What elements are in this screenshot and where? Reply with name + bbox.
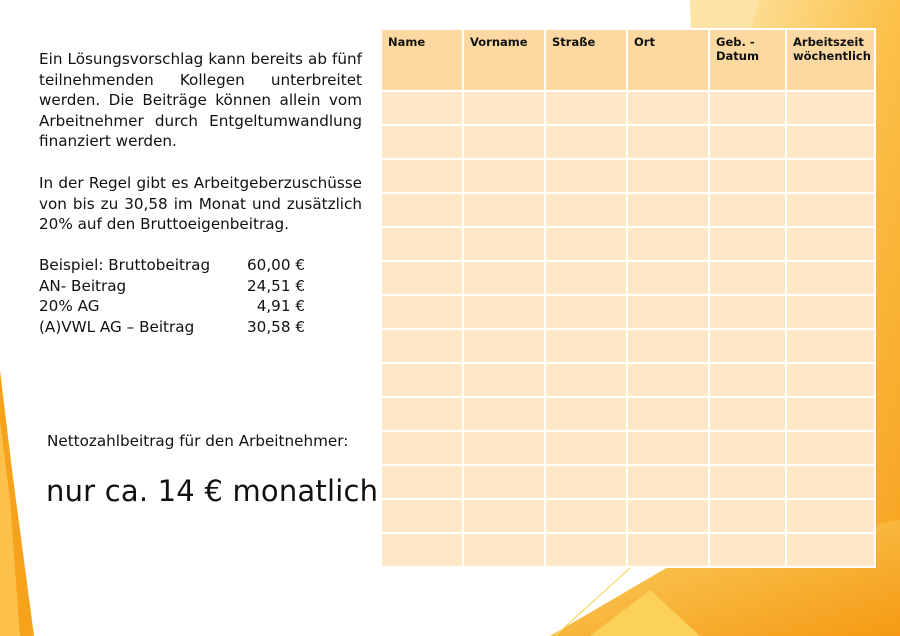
table-cell[interactable]	[786, 465, 875, 499]
table-cell[interactable]	[545, 499, 627, 533]
table-cell[interactable]	[463, 159, 545, 193]
table-cell[interactable]	[709, 533, 786, 567]
table-cell[interactable]	[627, 91, 709, 125]
table-cell[interactable]	[627, 193, 709, 227]
table-cell[interactable]	[627, 227, 709, 261]
table-row	[381, 91, 875, 125]
table-cell[interactable]	[463, 193, 545, 227]
table-row	[381, 363, 875, 397]
table-cell[interactable]	[545, 431, 627, 465]
example-label: 20% AG	[39, 297, 100, 315]
example-label: Beispiel: Bruttobeitrag	[39, 256, 211, 274]
column-header-arbeitszeit: Arbeitszeit wöchentlich	[786, 29, 875, 91]
intro-paragraph-2: In der Regel gibt es Arbeitgeberzuschüsse von bis zu 30,58 im Monat und zusätzlich 20% auf den Bruttoeigenbeitrag.	[39, 174, 362, 233]
table-cell[interactable]	[786, 227, 875, 261]
table-cell[interactable]	[381, 533, 463, 567]
table-cell[interactable]	[463, 125, 545, 159]
participant-table-wrapper	[380, 28, 874, 565]
table-cell[interactable]	[709, 193, 786, 227]
table-cell[interactable]	[786, 125, 875, 159]
column-header-name: Name	[381, 29, 463, 91]
table-cell[interactable]	[545, 329, 627, 363]
table-cell[interactable]	[381, 261, 463, 295]
table-cell[interactable]	[545, 159, 627, 193]
table-header-row	[381, 29, 875, 91]
table-cell[interactable]	[381, 499, 463, 533]
table-cell[interactable]	[381, 91, 463, 125]
table-cell[interactable]	[709, 261, 786, 295]
table-cell[interactable]	[381, 125, 463, 159]
table-cell[interactable]	[786, 363, 875, 397]
table-cell[interactable]	[627, 465, 709, 499]
table-cell[interactable]	[786, 431, 875, 465]
example-row	[39, 255, 339, 276]
table-cell[interactable]	[709, 295, 786, 329]
table-cell[interactable]	[709, 465, 786, 499]
example-value: 24,51 €	[247, 276, 305, 295]
participant-table	[380, 28, 876, 568]
table-row	[381, 193, 875, 227]
example-label: AN- Beitrag	[39, 276, 127, 295]
table-cell[interactable]	[463, 227, 545, 261]
table-cell[interactable]	[545, 91, 627, 125]
table-row	[381, 159, 875, 193]
table-cell[interactable]	[786, 295, 875, 329]
table-cell[interactable]	[545, 363, 627, 397]
table-cell[interactable]	[786, 261, 875, 295]
table-cell[interactable]	[381, 397, 463, 431]
table-cell[interactable]	[463, 329, 545, 363]
table-cell[interactable]	[627, 363, 709, 397]
example-row	[39, 296, 339, 317]
column-header-strasse: Straße	[545, 29, 627, 91]
table-cell[interactable]	[463, 431, 545, 465]
table-row	[381, 295, 875, 329]
table-row	[381, 533, 875, 567]
table-cell[interactable]	[381, 295, 463, 329]
table-cell[interactable]	[627, 533, 709, 567]
table-cell[interactable]	[545, 465, 627, 499]
table-cell[interactable]	[709, 499, 786, 533]
table-cell[interactable]	[786, 91, 875, 125]
table-cell[interactable]	[786, 499, 875, 533]
table-row	[381, 329, 875, 363]
table-cell[interactable]	[381, 227, 463, 261]
example-value: 4,91 €	[256, 297, 305, 315]
table-cell[interactable]	[709, 431, 786, 465]
example-calculation	[39, 255, 339, 337]
table-cell[interactable]	[545, 533, 627, 567]
table-cell[interactable]	[545, 397, 627, 431]
column-header-ort: Ort	[627, 29, 709, 91]
table-cell[interactable]	[463, 465, 545, 499]
table-cell[interactable]	[463, 261, 545, 295]
table-cell[interactable]	[545, 125, 627, 159]
netto-value: nur ca. 14 € monatlich	[46, 474, 379, 508]
table-cell[interactable]	[709, 91, 786, 125]
table-cell[interactable]	[545, 295, 627, 329]
table-cell[interactable]	[381, 363, 463, 397]
table-cell[interactable]	[709, 227, 786, 261]
table-cell[interactable]	[709, 363, 786, 397]
table-row	[381, 397, 875, 431]
example-label: (A)VWL AG – Beitrag	[39, 317, 195, 336]
table-cell[interactable]	[463, 363, 545, 397]
table-cell[interactable]	[627, 295, 709, 329]
table-cell[interactable]	[709, 397, 786, 431]
table-row	[381, 431, 875, 465]
table-cell[interactable]	[627, 431, 709, 465]
table-cell[interactable]	[709, 329, 786, 363]
table-row	[381, 227, 875, 261]
example-row	[39, 276, 339, 297]
table-cell[interactable]	[786, 329, 875, 363]
table-row	[381, 499, 875, 533]
example-value: 60,00 €	[247, 256, 305, 274]
example-row	[39, 317, 339, 338]
table-cell[interactable]	[627, 397, 709, 431]
table-cell[interactable]	[545, 227, 627, 261]
table-cell[interactable]	[627, 159, 709, 193]
example-value: 30,58 €	[247, 317, 305, 336]
column-header-geburtsdatum: Geb. - Datum	[709, 29, 786, 91]
column-header-vorname: Vorname	[463, 29, 545, 91]
table-cell[interactable]	[381, 465, 463, 499]
table-cell[interactable]	[463, 295, 545, 329]
table-body	[381, 91, 875, 567]
table-row	[381, 261, 875, 295]
table-cell[interactable]	[545, 193, 627, 227]
table-cell[interactable]	[786, 193, 875, 227]
table-cell[interactable]	[709, 125, 786, 159]
table-row	[381, 465, 875, 499]
table-cell[interactable]	[381, 159, 463, 193]
table-cell[interactable]	[545, 261, 627, 295]
table-cell[interactable]	[381, 193, 463, 227]
netto-label: Nettozahlbeitrag für den Arbeitnehmer:	[47, 432, 349, 450]
table-cell[interactable]	[463, 397, 545, 431]
table-cell[interactable]	[627, 125, 709, 159]
table-cell[interactable]	[627, 329, 709, 363]
table-cell[interactable]	[786, 397, 875, 431]
table-cell[interactable]	[463, 533, 545, 567]
table-cell[interactable]	[786, 533, 875, 567]
table-cell[interactable]	[381, 329, 463, 363]
table-cell[interactable]	[627, 261, 709, 295]
table-cell[interactable]	[463, 499, 545, 533]
table-cell[interactable]	[627, 499, 709, 533]
table-row	[381, 125, 875, 159]
table-cell[interactable]	[463, 91, 545, 125]
table-cell[interactable]	[381, 431, 463, 465]
table-cell[interactable]	[709, 159, 786, 193]
table-cell[interactable]	[786, 159, 875, 193]
intro-paragraph-1: Ein Lösungsvorschlag kann bereits ab fünf teilnehmenden Kollegen unterbreitet werden. Die Beiträge können allein vom Arbeitnehmer durch Entgeltumwandlung finanziert werden.	[39, 50, 362, 150]
